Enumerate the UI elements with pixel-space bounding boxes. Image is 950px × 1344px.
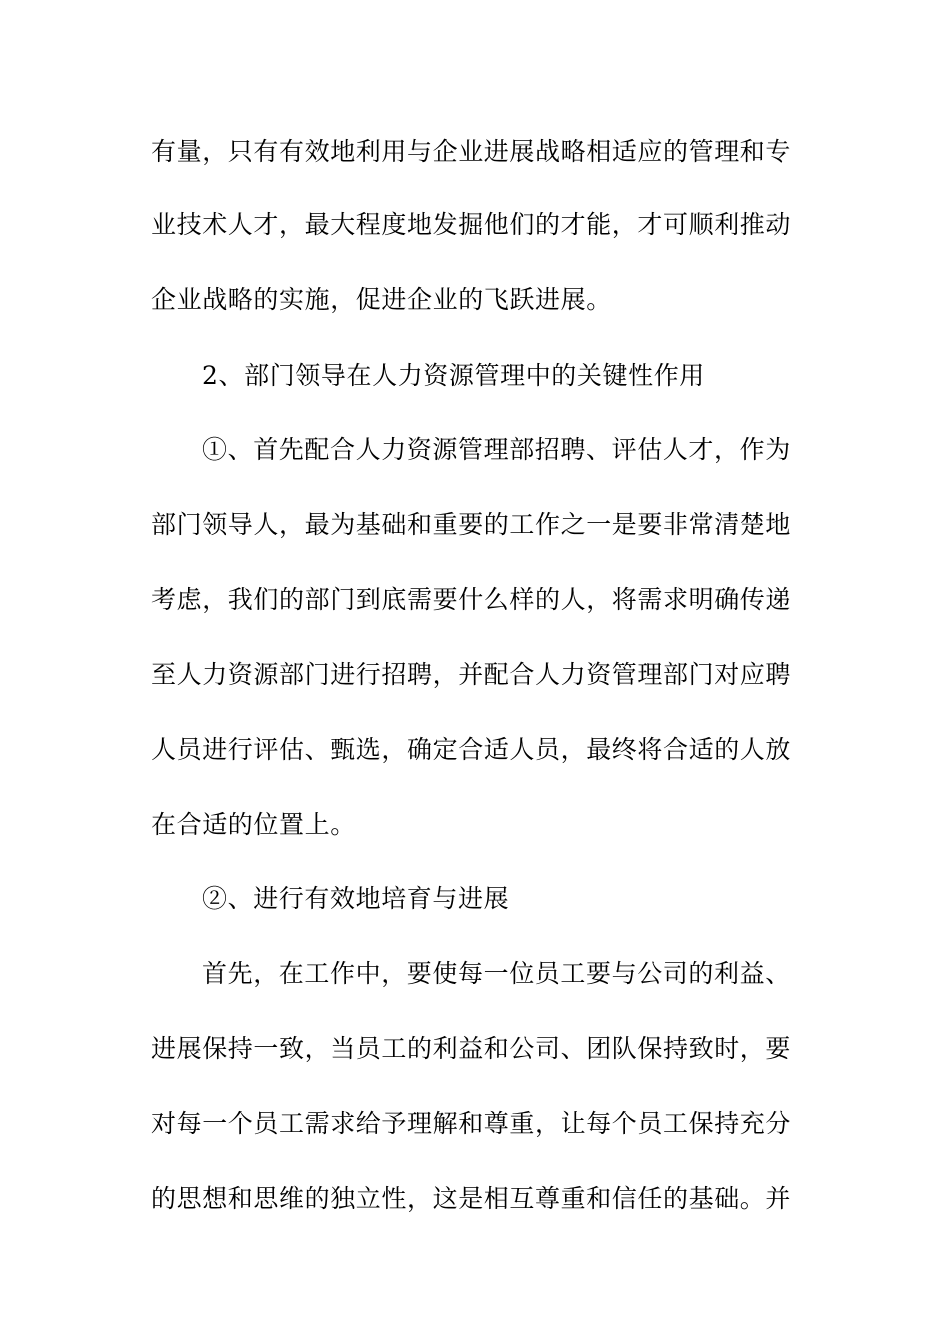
paragraph-line: 首先，在工作中，要使每一位员工要与公司的利益、: [202, 959, 791, 988]
paragraph-line: 人员进行评估、甄选，确定合适人员，最终将合适的人放: [151, 735, 792, 764]
paragraph-line: 有量，只有有效地利用与企业进展战略相适应的管理和专: [151, 137, 792, 166]
paragraph-line: 的思想和思维的独立性，这是相互尊重和信任的基础。并: [151, 1184, 792, 1213]
paragraph-line: 业技术人才，最大程度地发掘他们的才能，才可顺利推动: [151, 210, 792, 239]
subsection-heading: ②、进行有效地培育与进展: [202, 884, 510, 913]
section-heading: 2、部门领导在人力资源管理中的关键性作用: [202, 361, 705, 390]
paragraph-line: 考虑，我们的部门到底需要什么样的人，将需求明确传递: [151, 585, 792, 614]
paragraph-line: 企业战略的实施，促进企业的飞跃进展。: [151, 285, 612, 314]
paragraph-line: 进展保持一致，当员工的利益和公司、团队保持致时，要: [151, 1034, 792, 1063]
paragraph-line: 对每一个员工需求给予理解和尊重，让每个员工保持充分: [151, 1109, 792, 1138]
paragraph-line: 至人力资源部门进行招聘，并配合人力资管理部门对应聘: [151, 660, 792, 689]
paragraph-line: 部门领导人，最为基础和重要的工作之一是要非常清楚地: [151, 510, 792, 539]
paragraph-line: ①、首先配合人力资源管理部招聘、评估人才，作为: [202, 435, 791, 464]
paragraph-line: 在合适的位置上。: [151, 810, 356, 839]
